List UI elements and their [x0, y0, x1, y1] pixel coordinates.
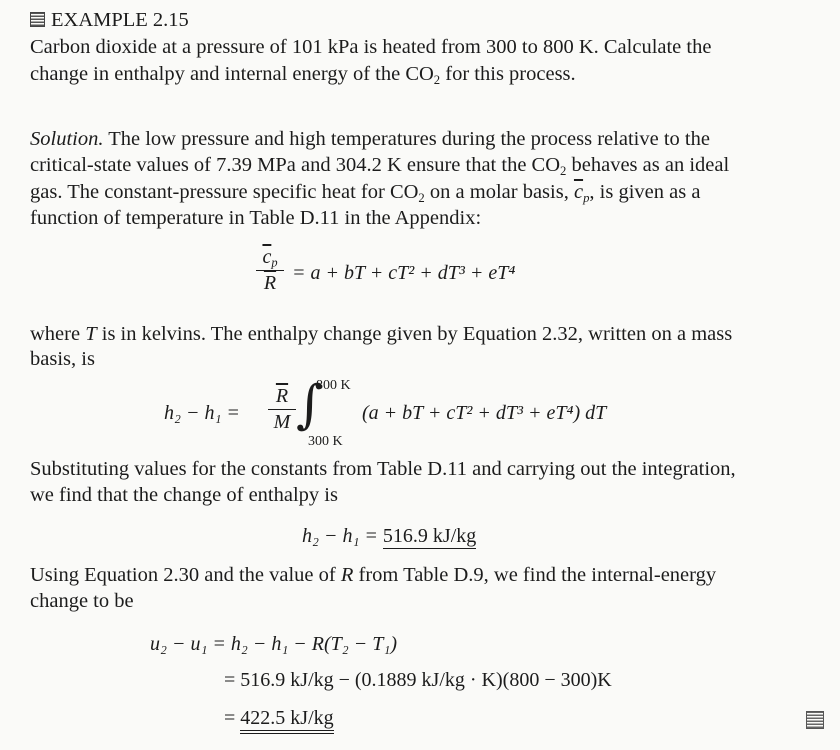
integral-upper-limit: 800 K [316, 378, 351, 393]
enthalpy-change-value: 516.9 kJ/kg [382, 525, 477, 547]
para4-line-1: Using Equation 2.30 and the value of R from Table D.9, we find the internal-energy [30, 564, 717, 586]
para2-line-2: basis, is [30, 348, 95, 370]
example-title: EXAMPLE 2.15 [51, 9, 189, 31]
enthalpy-result: h₂ − h₁ = 516.9 kJ/kg [302, 525, 477, 547]
integrand-expression: (a + bT + cT² + dT³ + eT⁴) dT [362, 402, 607, 424]
r-over-m-fraction: $\overline{R}$ M [268, 385, 296, 434]
internal-energy-equation-line-2: = 516.9 kJ/kg − (0.1889 kJ/kg · K)(800 − 300)K [224, 669, 612, 691]
para2-line-1: where T is in kelvins. The enthalpy change given by Equation 2.32, written on a mass [30, 323, 733, 345]
problem-line-2: change in enthalpy and internal energy of the $CO_2$ for this process. [30, 63, 576, 87]
internal-energy-change-value: 422.5 kJ/kg [240, 707, 333, 734]
solution-label: Solution. [30, 128, 104, 150]
internal-energy-equation-line-3: = 422.5 kJ/kg [224, 707, 334, 730]
end-of-example-icon [806, 711, 824, 729]
section-marker-icon [30, 12, 45, 27]
solution-line-2: critical-state values of 7.39 MPa and 304.2 K ensure that the $CO_2$ behaves as an ideal [30, 154, 730, 178]
solution-line-1: Solution. The low pressure and high temperatures during the process relative to the [30, 128, 710, 150]
equation-cp-polynomial: = a + bT + cT² + dT³ + eT⁴ [292, 262, 516, 284]
para3-line-2: we find that the change of enthalpy is [30, 484, 338, 506]
solution-line-3: gas. The constant-pressure specific heat for $CO_2$ on a molar basis, $\overline{c}_p$, is given as a [30, 181, 701, 205]
solution-line-4: function of temperature in Table D.11 in the Appendix: [30, 207, 482, 229]
problem-line-1: Carbon dioxide at a pressure of 101 kPa is heated from 300 to 800 K. Calculate the [30, 36, 712, 58]
enthalpy-integral-lhs: h₂ − h₁ = [164, 402, 240, 424]
cp-over-r-fraction: $\overline{c}_p$ $\overline{R}$ [256, 246, 284, 295]
integral-sign: ∫ [296, 375, 324, 435]
integral-lower-limit: 300 K [308, 434, 343, 449]
para3-line-1: Substituting values for the constants from Table D.11 and carrying out the integration, [30, 458, 736, 480]
para4-line-2: change to be [30, 590, 134, 612]
example-heading [30, 8, 189, 32]
internal-energy-equation-line-1: u₂ − u₁ = h₂ − h₁ − R(T₂ − T₁) [150, 633, 397, 655]
